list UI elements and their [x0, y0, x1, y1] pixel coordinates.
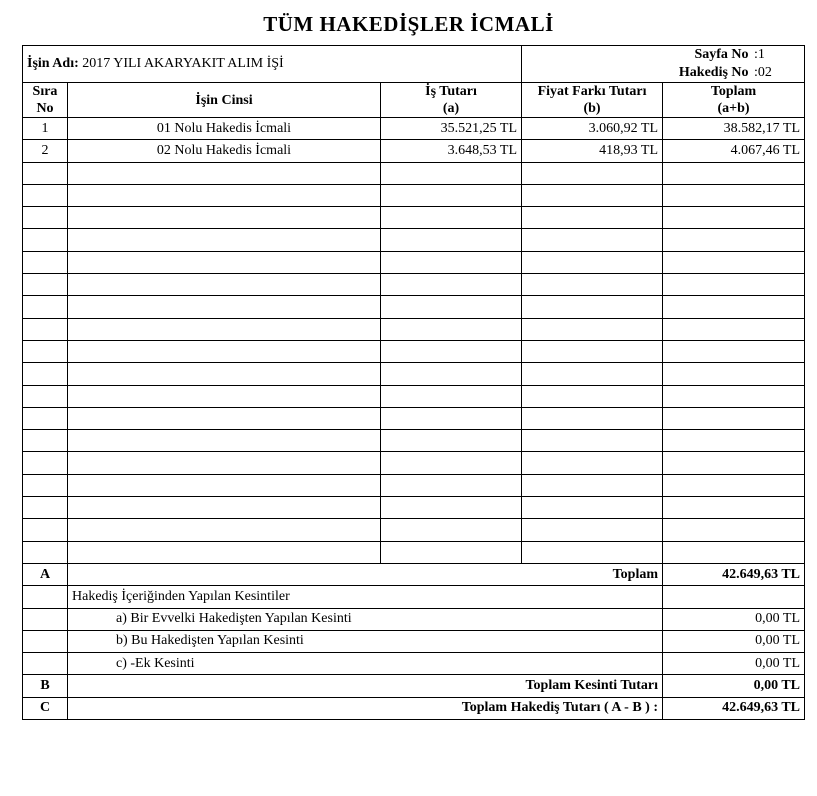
empty-row [23, 519, 805, 541]
empty-row [23, 340, 805, 362]
row-total: 38.582,17 TL [663, 118, 805, 140]
deduction-row [23, 608, 805, 630]
deduction-label: a) Bir Evvelki Hakedişten Yapılan Kesinti [68, 608, 663, 630]
summary-table [22, 45, 805, 720]
deduction-value: 0,00 TL [663, 653, 805, 675]
total-b-value: 0,00 TL [663, 675, 805, 697]
table-row [23, 118, 805, 140]
empty-row [23, 207, 805, 229]
page-title: TÜM HAKEDİŞLER İCMALİ [263, 12, 554, 36]
header-row [23, 83, 805, 118]
header-total: Toplam (a+b) [663, 83, 805, 118]
deduction-row [23, 630, 805, 652]
empty-row [23, 474, 805, 496]
row-type: 01 Nolu Hakedis İcmali [68, 118, 381, 140]
header-type: İşin Cinsi [68, 83, 381, 118]
total-c-label: Toplam Hakediş Tutarı ( A - B ) : [68, 697, 663, 719]
job-label: İşin Adı: [27, 56, 79, 71]
empty-row [23, 251, 805, 273]
payment-number-value: :02 [754, 65, 772, 80]
total-c-code: C [23, 697, 68, 719]
header-no: Sıra No [23, 83, 68, 118]
total-a-row [23, 563, 805, 585]
empty-rows [23, 162, 805, 563]
job-name-cell [23, 46, 522, 83]
empty-row [23, 318, 805, 340]
deduction-row [23, 653, 805, 675]
deduction-value: 0,00 TL [663, 608, 805, 630]
page-number-label: Sayfa No [694, 47, 749, 62]
row-no: 1 [23, 118, 68, 140]
empty-row [23, 274, 805, 296]
deduction-label: b) Bu Hakedişten Yapılan Kesinti [68, 630, 663, 652]
row-price-diff: 3.060,92 TL [522, 118, 663, 140]
total-b-code: B [23, 675, 68, 697]
total-c-row [23, 697, 805, 719]
empty-row [23, 541, 805, 563]
empty-row [23, 497, 805, 519]
empty-row [23, 452, 805, 474]
empty-row [23, 407, 805, 429]
page-info-cell [522, 46, 805, 83]
table-row [23, 140, 805, 162]
deduction-value: 0,00 TL [663, 630, 805, 652]
empty-row [23, 162, 805, 184]
row-type: 02 Nolu Hakedis İcmali [68, 140, 381, 162]
payment-number-label: Hakediş No [678, 65, 749, 80]
total-c-value: 42.649,63 TL [663, 697, 805, 719]
job-name: 2017 YILI AKARYAKIT ALIM İŞİ [82, 56, 284, 71]
total-b-label: Toplam Kesinti Tutarı [68, 675, 663, 697]
header-price-diff: Fiyat Farkı Tutarı (b) [522, 83, 663, 118]
empty-row [23, 430, 805, 452]
page-number-value: :1 [754, 47, 765, 62]
deductions-heading-row [23, 586, 805, 608]
deductions-heading: Hakediş İçeriğinden Yapılan Kesintiler [68, 586, 663, 608]
deduction-label: c) -Ek Kesinti [68, 653, 663, 675]
header-work: İş Tutarı (a) [381, 83, 522, 118]
total-b-row [23, 675, 805, 697]
empty-row [23, 363, 805, 385]
row-work: 35.521,25 TL [381, 118, 522, 140]
row-price-diff: 418,93 TL [522, 140, 663, 162]
empty-row [23, 184, 805, 206]
total-a-code: A [23, 563, 68, 585]
row-total: 4.067,46 TL [663, 140, 805, 162]
empty-row [23, 296, 805, 318]
job-info-row [23, 46, 805, 83]
empty-row [23, 385, 805, 407]
row-work: 3.648,53 TL [381, 140, 522, 162]
empty-row [23, 229, 805, 251]
row-no: 2 [23, 140, 68, 162]
total-a-label: Toplam [68, 563, 663, 585]
total-a-value: 42.649,63 TL [663, 563, 805, 585]
